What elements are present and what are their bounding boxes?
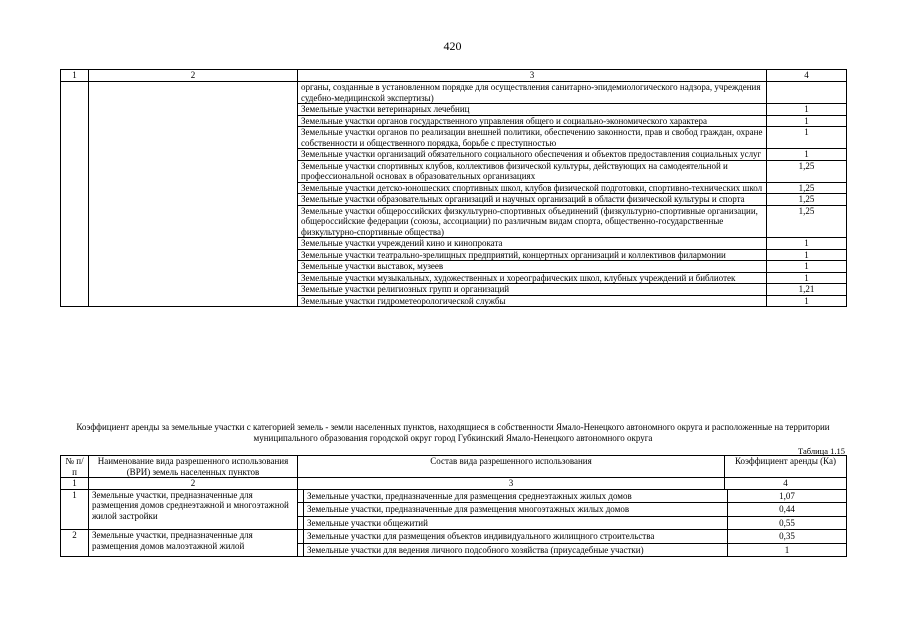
index-cell: 2 [89, 478, 298, 490]
coefficient-cell: 1 [767, 272, 847, 284]
composition-item [298, 502, 846, 516]
composition-cell: Земельные участки театрально-зрелищных предприятий, концертных организаций и коллективов филармонии [298, 249, 767, 261]
coefficient-cell: 1 [767, 104, 847, 116]
composition-cell: Земельные участки органов по реализации внешней политики, обеспечению законности, прав и свобод граждан, охране собственности и общественного порядка, борьбе с преступностью [298, 127, 767, 149]
index-cell: 1 [61, 478, 89, 490]
composition-list [298, 530, 847, 557]
header-coefficient: Коэффициент аренды (Ка) [725, 456, 847, 478]
composition-cell: Земельные участки религиозных групп и организаций [298, 284, 767, 296]
composition-text: Земельные участки общежитий [303, 517, 728, 530]
coefficient-cell: 1 [767, 127, 847, 149]
coefficient-cell: 1 [767, 295, 847, 307]
composition-item [298, 530, 846, 543]
coefficient-cell: 1 [767, 149, 847, 161]
coefficient-cell: 1 [767, 238, 847, 250]
index-cell: 3 [298, 478, 725, 490]
group-number: 1 [61, 489, 89, 530]
coefficient-cell: 1,25 [767, 194, 847, 206]
table-row [61, 82, 847, 104]
coefficient-value: 0,35 [779, 531, 795, 541]
group-number: 2 [61, 530, 89, 557]
composition-cell: Земельные участки выставок, музеев [298, 261, 767, 273]
header-num: № п/п [61, 456, 89, 478]
coefficient-cell: 1 [767, 115, 847, 127]
composition-cell: Земельные участки общероссийских физкультурно-спортивных объединений (физкультурно-спортивные организации, общероссийские федерации (союзы, ассоциации) по различным видам спорта, общественно-государственные физкультурно-спортивные общества) [298, 205, 767, 238]
coefficient-cell: 1 [767, 261, 847, 273]
coefficient-cell [767, 82, 847, 104]
composition-cell: Земельные участки учреждений кино и кинопроката [298, 238, 767, 250]
coefficient-cell: 1,25 [767, 182, 847, 194]
composition-item [298, 516, 846, 530]
table-header-row [61, 70, 847, 82]
composition-text: Земельные участки, предназначенные для размещения среднеэтажных жилых домов [303, 490, 728, 503]
vri-name: Земельные участки, предназначенные для размещения домов среднеэтажной и многоэтажной жилой застройки [89, 489, 298, 530]
group-row [61, 489, 847, 530]
composition-cell: Земельные участки музыкальных, художественных и хореографических школ, клубных учреждений и библиотек [298, 272, 767, 284]
composition-item [298, 543, 846, 557]
coefficient-cell: 1 [767, 249, 847, 261]
composition-cell: Земельные участки ветеринарных лечебниц [298, 104, 767, 116]
header-composition: Состав вида разрешенного использования [298, 456, 725, 478]
index-cell: 4 [725, 478, 847, 490]
composition-cell: Земельные участки организаций обязательного социального обеспечения и объектов предоставления социальных услуг [298, 149, 767, 161]
group-row [61, 530, 847, 557]
coefficient-value: 1,07 [779, 490, 795, 501]
coefficient-value: 0,55 [779, 517, 795, 528]
column-header: 1 [61, 70, 89, 82]
composition-list [298, 489, 847, 530]
composition-cell: Земельные участки органов государственного управления общего и социально-экономического характера [298, 115, 767, 127]
page-number: 420 [443, 39, 462, 53]
composition-cell: органы, созданные в установленном порядке для осуществления санитарно-эпидемиологического надзора, учреждения судебно-медицинской экспертизы) [298, 82, 767, 104]
empty-vri-cell [89, 82, 298, 307]
composition-text: Земельные участки, предназначенные для размещения многоэтажных жилых домов [303, 503, 728, 516]
composition-text: Земельные участки для размещения объектов индивидуального жилищного строительства [303, 530, 728, 543]
table-1-15 [60, 455, 847, 557]
composition-cell: Земельные участки образовательных организаций и научных организаций в области физической культуры и спорта [298, 194, 767, 206]
vri-name: Земельные участки, предназначенные для размещения домов малоэтажной жилой [89, 530, 298, 557]
empty-num-cell [61, 82, 89, 307]
column-header: 3 [298, 70, 767, 82]
coefficient-cell: 1,21 [767, 284, 847, 296]
composition-cell: Земельные участки детско-юношеских спортивных школ, клубов физической подготовки, спортивно-технических школ [298, 182, 767, 194]
composition-item [298, 490, 846, 503]
table-label: Таблица 1.15 [798, 446, 845, 456]
column-header: 4 [767, 70, 847, 82]
table-caption: Коэффициент аренды за земельные участки с категорией земель - земли населенных пунктов, находящиеся в собственности Ямало-Ненецкого автономного округа и расположенные на территории муниципального образования городской округ город Губкинский Ямало-Ненецкого автономного округа [76, 422, 830, 443]
composition-cell: Земельные участки спортивных клубов, коллективов физической культуры, действующих на самодеятельной и профессиональной основах в образовательных организациях [298, 160, 767, 182]
coefficient-value: 0,44 [779, 504, 795, 514]
column-header: 2 [89, 70, 298, 82]
coefficient-cell: 1,25 [767, 205, 847, 238]
composition-text: Земельные участки для ведения личного подсобного хозяйства (приусадебные участки) [303, 544, 728, 557]
table-continuation [60, 69, 847, 307]
composition-cell: Земельные участки гидрометеорологической службы [298, 295, 767, 307]
table-header-row [61, 456, 847, 478]
index-row [61, 478, 847, 490]
header-vri: Наименование вида разрешенного использования (ВРИ) земель населенных пунктов [89, 456, 298, 478]
coefficient-value: 1 [784, 544, 790, 555]
coefficient-cell: 1,25 [767, 160, 847, 182]
